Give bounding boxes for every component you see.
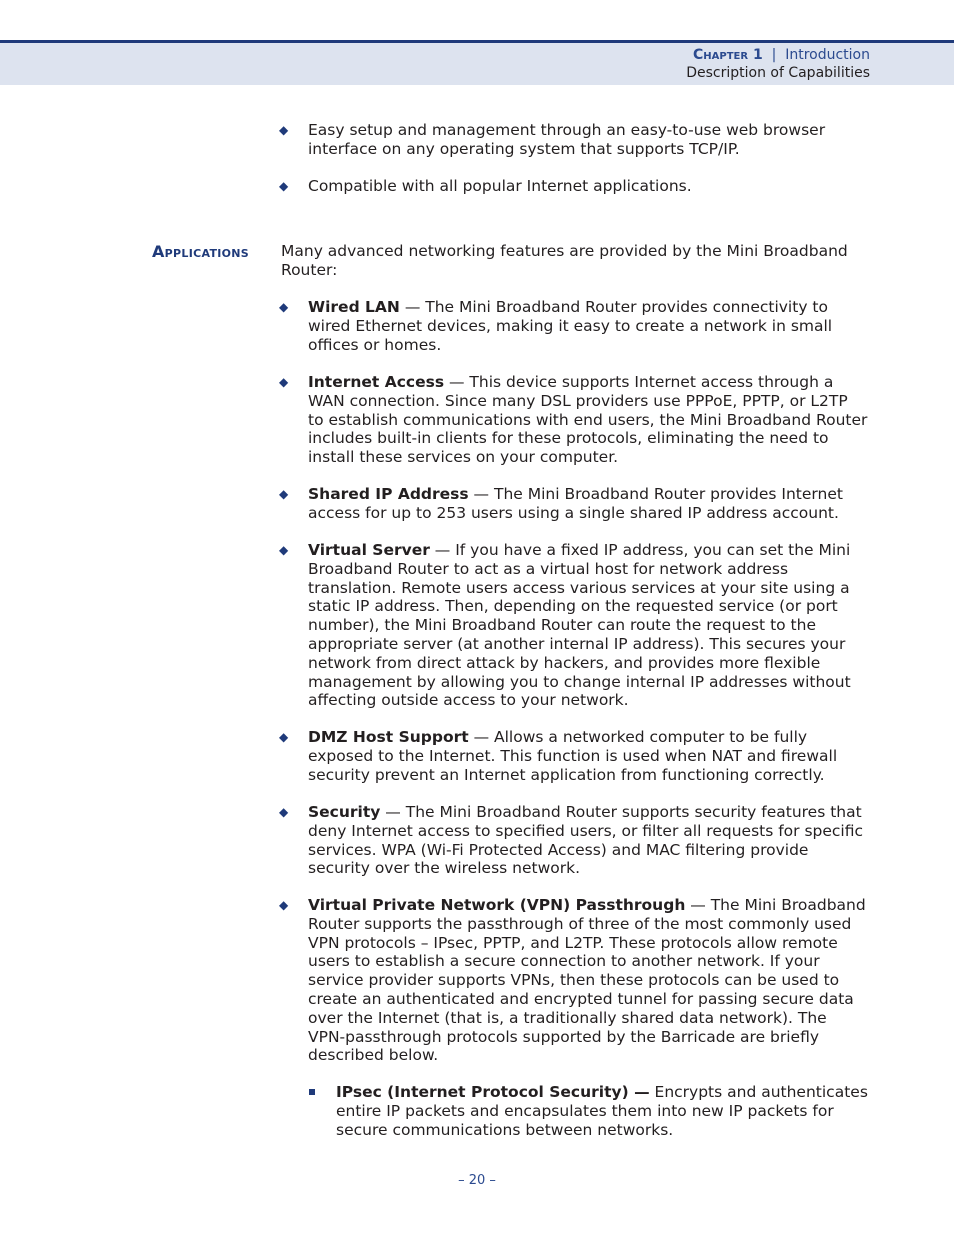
diamond-bullet-icon: ◆ bbox=[279, 898, 289, 912]
sub-item-ipsec bbox=[336, 1083, 868, 1139]
bullet-item: Easy setup and management through an easy-to-use web browser interface on any operating system that supports TCP/IP. bbox=[308, 121, 826, 158]
diamond-bullet-icon: ◆ bbox=[279, 179, 289, 193]
diamond-bullet-icon: ◆ bbox=[279, 730, 289, 744]
chapter-label: Chapter 1 bbox=[693, 47, 763, 63]
feature-text: — This device supports Internet access through a WAN connection. Since many DSL providers use PPPoE, PPTP, or L2TP to establish communications with end users, the Mini Broadband Router includes built-in clients for these protocols, eliminating the need to install these services on your computer. bbox=[308, 373, 868, 467]
feature-text: — If you have a fixed IP address, you can set the Mini Broadband Router to act as a virtual host for network address translation. Remote users access various services at your site using a static IP address. Then, depending on the requested service (or port number), the Mini Broadband Router can route the request to the appropriate server (at another internal IP address). This secures your network from direct attack by hackers, and provides more flexible management by allowing you to change internal IP addresses without affecting outside access to your network. bbox=[308, 541, 851, 710]
page-number: – 20 – bbox=[458, 1173, 496, 1188]
feature-text: — The Mini Broadband Router provides connectivity to wired Ethernet devices, making it easy to create a network in small offices or homes. bbox=[308, 298, 833, 354]
square-bullet-icon bbox=[309, 1089, 315, 1095]
feature-title: DMZ Host Support bbox=[308, 728, 469, 746]
feature-item-shared-ip bbox=[308, 485, 868, 523]
feature-item-internet-access bbox=[308, 373, 868, 467]
sub-item-text: Encrypts and authenticates entire IP packets and encapsulates them into new IP packets for secure communications between networks. bbox=[336, 1083, 868, 1139]
diamond-bullet-icon: ◆ bbox=[279, 543, 289, 557]
section-title: Description of Capabilities bbox=[686, 65, 870, 81]
diamond-bullet-icon: ◆ bbox=[279, 375, 289, 389]
feature-item-security bbox=[308, 803, 868, 878]
diamond-bullet-icon: ◆ bbox=[279, 123, 289, 137]
bullet-item: Compatible with all popular Internet applications. bbox=[308, 177, 692, 195]
feature-text: — The Mini Broadband Router supports the passthrough of three of the most commonly used VPN protocols – IPsec, PPTP, and L2TP. These protocols allow remote users to establish a secure connection to another network. If your service provider supports VPNs, then these protocols can be used to create an authenticated and encrypted tunnel for passing secure data over the Internet (that is, a traditionally shared data network). The VPN-passthrough protocols supported by the Barricade are briefly described below. bbox=[308, 896, 866, 1065]
feature-item-dmz-host bbox=[308, 728, 868, 784]
feature-title: Internet Access bbox=[308, 373, 445, 391]
diamond-bullet-icon: ◆ bbox=[279, 487, 289, 501]
chapter-title: Introduction bbox=[785, 47, 870, 63]
feature-text: — Allows a networked computer to be fully exposed to the Internet. This function is used when NAT and firewall security prevent an Internet application from functioning correctly. bbox=[308, 728, 838, 784]
feature-title: Virtual Private Network (VPN) Passthrough bbox=[308, 896, 686, 914]
feature-title: Security bbox=[308, 803, 381, 821]
running-header bbox=[0, 40, 954, 85]
feature-text: — The Mini Broadband Router provides Internet access for up to 253 users using a single shared IP address account. bbox=[308, 485, 843, 522]
header-separator: | bbox=[771, 47, 777, 63]
section-heading: Applications bbox=[152, 242, 250, 261]
feature-item-virtual-server bbox=[308, 541, 868, 710]
sub-item-title: IPsec (Internet Protocol Security) — bbox=[336, 1083, 650, 1101]
diamond-bullet-icon: ◆ bbox=[279, 805, 289, 819]
feature-item-vpn-passthrough bbox=[308, 896, 868, 1065]
feature-title: Wired LAN bbox=[308, 298, 400, 316]
feature-title: Shared IP Address bbox=[308, 485, 469, 503]
feature-item-wired-lan bbox=[308, 298, 868, 354]
feature-title: Virtual Server bbox=[308, 541, 430, 559]
header-chapter-line bbox=[693, 47, 870, 63]
feature-text: — The Mini Broadband Router supports security features that deny Internet access to specified users, or filter all requests for specific services. WPA (Wi-Fi Protected Access) and MAC filtering provide security over the wireless network. bbox=[308, 803, 864, 878]
diamond-bullet-icon: ◆ bbox=[279, 300, 289, 314]
section-intro: Many advanced networking features are provided by the Mini Broadband Router: bbox=[281, 242, 848, 279]
